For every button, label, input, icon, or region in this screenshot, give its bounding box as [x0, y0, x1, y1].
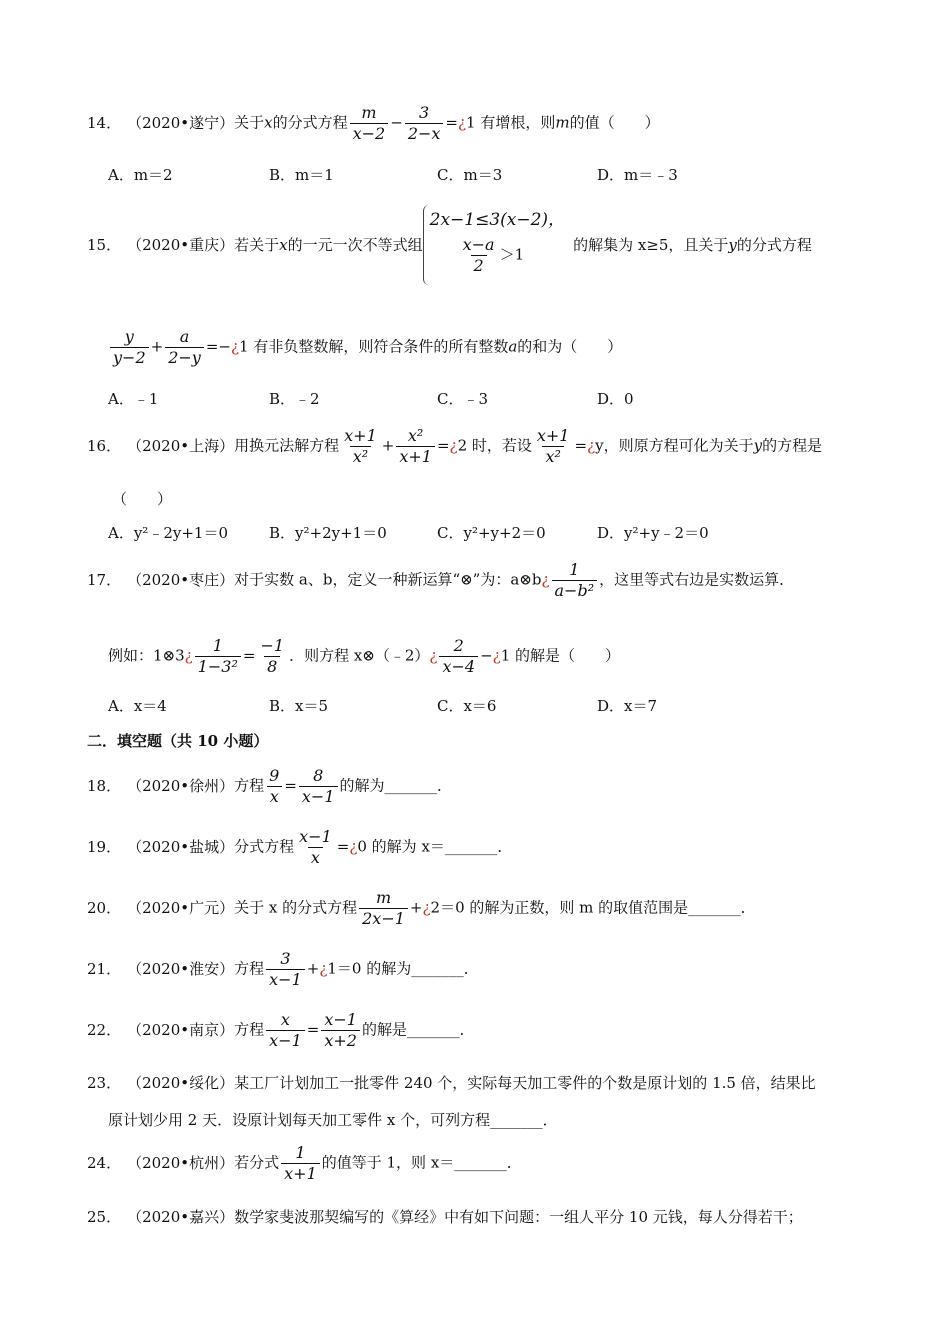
text: 对于实数 a、b，定义一种新运算“⊗”为：a⊗b — [234, 570, 542, 589]
question-17 — [87, 560, 890, 601]
question-number: 18． — [87, 776, 122, 795]
answer-blank-text[interactable]: 0 的解为 x＝_______． — [357, 837, 513, 856]
text: 的分式方程 — [736, 236, 812, 254]
garbled-glyph: ¿ — [449, 436, 458, 455]
inequality-rhs: ＞1 — [499, 245, 525, 264]
denominator: 2−x — [405, 123, 444, 144]
question-number: 16． — [87, 436, 122, 455]
numerator: 3 — [280, 949, 291, 968]
garbled-glyph: ¿ — [230, 337, 240, 356]
question-16 — [87, 426, 890, 467]
garbled-glyph: ¿ — [319, 959, 328, 978]
text: 关于 — [234, 113, 265, 132]
text: 方程 — [234, 776, 265, 795]
fraction — [341, 426, 380, 467]
question-15-line2 — [108, 327, 890, 368]
option-b[interactable]: B．m＝1 — [269, 166, 334, 184]
text: ，这里等式右边是实数运算． — [599, 570, 795, 589]
garbled-glyph: ¿ — [422, 898, 431, 917]
operator: + — [306, 959, 320, 978]
fraction — [299, 766, 338, 807]
question-number: 20． — [87, 898, 122, 917]
fraction — [396, 426, 435, 467]
question-number: 22． — [87, 1020, 122, 1039]
answer-blank-text[interactable]: 的值等于 1，则 x＝_______． — [321, 1153, 522, 1172]
inequality-1: 2x−1≤3(x−2)， — [429, 210, 566, 230]
fraction — [257, 636, 287, 677]
var: y — [728, 236, 737, 254]
question-source: （2020•广元） — [127, 898, 235, 917]
operator: = — [242, 646, 256, 665]
question-source: （2020•重庆） — [127, 236, 235, 254]
text: 例如：1⊗3 — [108, 646, 185, 665]
text: 关于 x 的分式方程 — [234, 898, 358, 917]
question-source: （2020•盐城） — [127, 837, 235, 856]
denominator: 2−y — [165, 347, 204, 368]
text: 1 有非负整数解，则符合条件的所有整数 — [239, 337, 509, 356]
option-b[interactable]: B．x＝5 — [269, 697, 329, 715]
operator: = — [436, 436, 450, 455]
text: 的解集为 x≥5，且关于 — [573, 236, 729, 254]
question-19 — [87, 827, 890, 868]
fraction — [266, 1010, 305, 1051]
option-a[interactable]: A．x＝4 — [108, 697, 167, 715]
fraction — [266, 766, 282, 807]
fraction — [281, 1143, 320, 1184]
fraction — [266, 949, 305, 990]
operator: + — [150, 337, 164, 356]
option-a[interactable]: A．y²﹣2y+1＝0 — [108, 524, 228, 542]
options-16 — [108, 521, 910, 545]
denominator: x — [267, 786, 282, 807]
denominator: 1−3² — [195, 656, 241, 677]
text: 1 有增根，则 — [466, 113, 556, 132]
question-21 — [87, 949, 890, 990]
question-22 — [87, 1010, 890, 1051]
operator: − — [390, 113, 403, 132]
answer-blank-text[interactable]: 原计划少用 2 天．设原计划每天加工零件 x 个，可列方程_______． — [108, 1111, 558, 1129]
inequality-2 — [430, 235, 565, 276]
section-heading: 二．填空题（共 10 小题） — [87, 732, 269, 750]
question-source: （2020•嘉兴） — [127, 1208, 235, 1226]
denominator: x² — [542, 446, 563, 467]
operator: − — [480, 646, 493, 665]
denominator: x−1 — [266, 1030, 305, 1051]
numerator: x−1 — [299, 827, 332, 846]
denominator: x−1 — [266, 969, 305, 990]
operator: + — [409, 898, 423, 917]
question-24 — [87, 1143, 890, 1184]
question-source: （2020•杭州） — [127, 1153, 235, 1172]
option-c[interactable]: C．x＝6 — [437, 697, 497, 715]
text: ．则方程 x⊗（﹣2） — [289, 646, 430, 665]
fraction — [110, 327, 149, 368]
numerator: m — [375, 888, 392, 907]
question-number: 19． — [87, 837, 122, 856]
operator: = — [445, 113, 458, 132]
text: 的值（ ） — [569, 113, 660, 132]
fraction — [195, 636, 241, 677]
question-17-line2 — [108, 636, 890, 677]
question-number: 14． — [87, 113, 122, 132]
garbled-glyph: ¿ — [184, 646, 193, 665]
system-brace — [423, 205, 573, 285]
fraction — [439, 636, 478, 677]
option-b[interactable]: B．﹣2 — [269, 390, 320, 408]
question-source: （2020•枣庄） — [127, 570, 235, 589]
option-c[interactable]: C．﹣3 — [437, 390, 489, 408]
numerator: x+1 — [344, 426, 377, 445]
text: 2 时，若设 — [457, 436, 532, 455]
question-source: （2020•上海） — [127, 436, 235, 455]
question-14 — [87, 103, 890, 144]
option-c[interactable]: C．m＝3 — [437, 166, 503, 184]
numerator: y — [124, 327, 134, 346]
var: a — [508, 337, 518, 356]
operator: =− — [205, 337, 231, 356]
denominator: 2x−1 — [359, 908, 408, 929]
var: m — [555, 113, 570, 132]
garbled-glyph: ¿ — [349, 837, 358, 856]
question-20 — [87, 888, 890, 929]
question-18 — [87, 766, 890, 807]
options-17 — [108, 694, 910, 718]
numerator: 9 — [269, 766, 280, 785]
fraction — [359, 888, 408, 929]
text: 方程 — [234, 1020, 265, 1039]
operator: = — [574, 436, 588, 455]
fraction — [350, 103, 389, 144]
option-b[interactable]: B．y²+2y+1＝0 — [269, 524, 387, 542]
option-d[interactable]: D．m＝﹣3 — [597, 166, 678, 184]
denominator: x−2 — [350, 123, 389, 144]
text: 数学家斐波那契编写的《算经》中有如下问题：一组人平分 10 元钱，每人分得若干； — [234, 1208, 803, 1226]
denominator: 8 — [264, 656, 280, 677]
question-23-line2 — [108, 1108, 890, 1132]
option-a[interactable]: A．m＝2 — [108, 166, 173, 184]
question-15 — [87, 205, 890, 289]
text: 某工厂计划加工一批零件 240 个，实际每天加工零件的个数是原计划的 1.5 倍，结果比 — [234, 1074, 816, 1092]
question-source: （2020•徐州） — [127, 776, 235, 795]
numerator: x−a — [462, 235, 495, 254]
numerator: −1 — [260, 636, 285, 655]
fraction — [321, 1010, 360, 1051]
question-23 — [87, 1071, 890, 1095]
text: 若分式 — [234, 1153, 280, 1172]
numerator: x+1 — [536, 426, 570, 445]
options-14 — [108, 163, 910, 187]
fraction — [165, 327, 204, 368]
inequality-system — [430, 205, 565, 276]
question-number: 17． — [87, 570, 122, 589]
fraction — [405, 103, 444, 144]
text: 的分式方程 — [272, 113, 348, 132]
question-number: 15． — [87, 236, 122, 254]
question-16-paren — [112, 487, 890, 511]
denominator: x+2 — [321, 1030, 360, 1051]
numerator: 1 — [569, 560, 580, 579]
text: 1 的解是（ ） — [500, 646, 620, 665]
text: 的一元一次不等式组 — [287, 236, 423, 254]
question-number: 21． — [87, 959, 122, 978]
numerator: x² — [407, 426, 424, 445]
fraction — [296, 827, 335, 868]
question-source: （2020•淮安） — [127, 959, 235, 978]
text: 若关于 — [234, 236, 280, 254]
denominator: y−2 — [110, 347, 149, 368]
numerator: 8 — [313, 766, 324, 785]
operator: = — [284, 776, 297, 795]
numerator: x — [280, 1010, 290, 1029]
answer-blank-text[interactable]: 1＝0 的解为_______． — [327, 959, 479, 978]
garbled-glyph: ¿ — [429, 646, 438, 665]
numerator: a — [179, 327, 190, 346]
question-number: 24． — [87, 1153, 122, 1172]
denominator: 2 — [471, 255, 487, 276]
garbled-glyph: ¿ — [492, 646, 501, 665]
answer-blank-text[interactable]: 的解为_______． — [339, 776, 453, 795]
numerator: 1 — [212, 636, 223, 655]
options-15 — [108, 387, 910, 411]
denominator: x+1 — [396, 446, 435, 467]
option-a[interactable]: A．﹣1 — [108, 390, 159, 408]
numerator: 2 — [453, 636, 464, 655]
var: x — [279, 236, 288, 254]
option-d[interactable]: D．x＝7 — [597, 697, 658, 715]
var: x — [264, 113, 273, 132]
text: 的和为（ ） — [517, 337, 623, 356]
question-25 — [87, 1205, 890, 1229]
operator: = — [306, 1020, 320, 1039]
text: y，则原方程可化为关于 — [595, 436, 754, 455]
garbled-glyph: ¿ — [458, 113, 467, 132]
denominator: a−b² — [552, 580, 598, 601]
answer-paren: （ ） — [112, 490, 173, 508]
numerator: 1 — [295, 1143, 306, 1162]
option-d[interactable]: D．y²+y﹣2＝0 — [597, 524, 709, 542]
question-number: 23． — [87, 1074, 122, 1092]
text: 分式方程 — [234, 837, 295, 856]
denominator: x−4 — [439, 656, 478, 677]
var: y — [753, 436, 763, 455]
numerator: 3 — [419, 103, 430, 122]
question-source: （2020•遂宁） — [127, 113, 235, 132]
answer-blank-text[interactable]: 2＝0 的解为正数，则 m 的取值范围是_______． — [430, 898, 756, 917]
option-c[interactable]: C．y²+y+2＝0 — [437, 524, 546, 542]
garbled-glyph: ¿ — [541, 570, 550, 589]
text: 用换元法解方程 — [234, 436, 340, 455]
operator: = — [336, 837, 350, 856]
denominator: x² — [350, 446, 371, 467]
question-number: 25． — [87, 1208, 122, 1226]
option-d[interactable]: D．0 — [597, 390, 634, 408]
answer-blank-text[interactable]: 的解是_______． — [361, 1020, 475, 1039]
text: 方程 — [234, 959, 265, 978]
text: 的方程是 — [762, 436, 823, 455]
garbled-glyph: ¿ — [587, 436, 596, 455]
question-source: （2020•绥化） — [127, 1074, 235, 1092]
fraction — [552, 560, 598, 601]
fraction — [534, 426, 573, 467]
operator: + — [381, 436, 395, 455]
fraction — [460, 235, 498, 276]
numerator: x−1 — [324, 1010, 357, 1029]
numerator: m — [361, 103, 377, 122]
question-source: （2020•南京） — [127, 1020, 235, 1039]
denominator: x−1 — [299, 786, 338, 807]
denominator: x+1 — [281, 1163, 320, 1184]
denominator: x — [308, 847, 323, 868]
